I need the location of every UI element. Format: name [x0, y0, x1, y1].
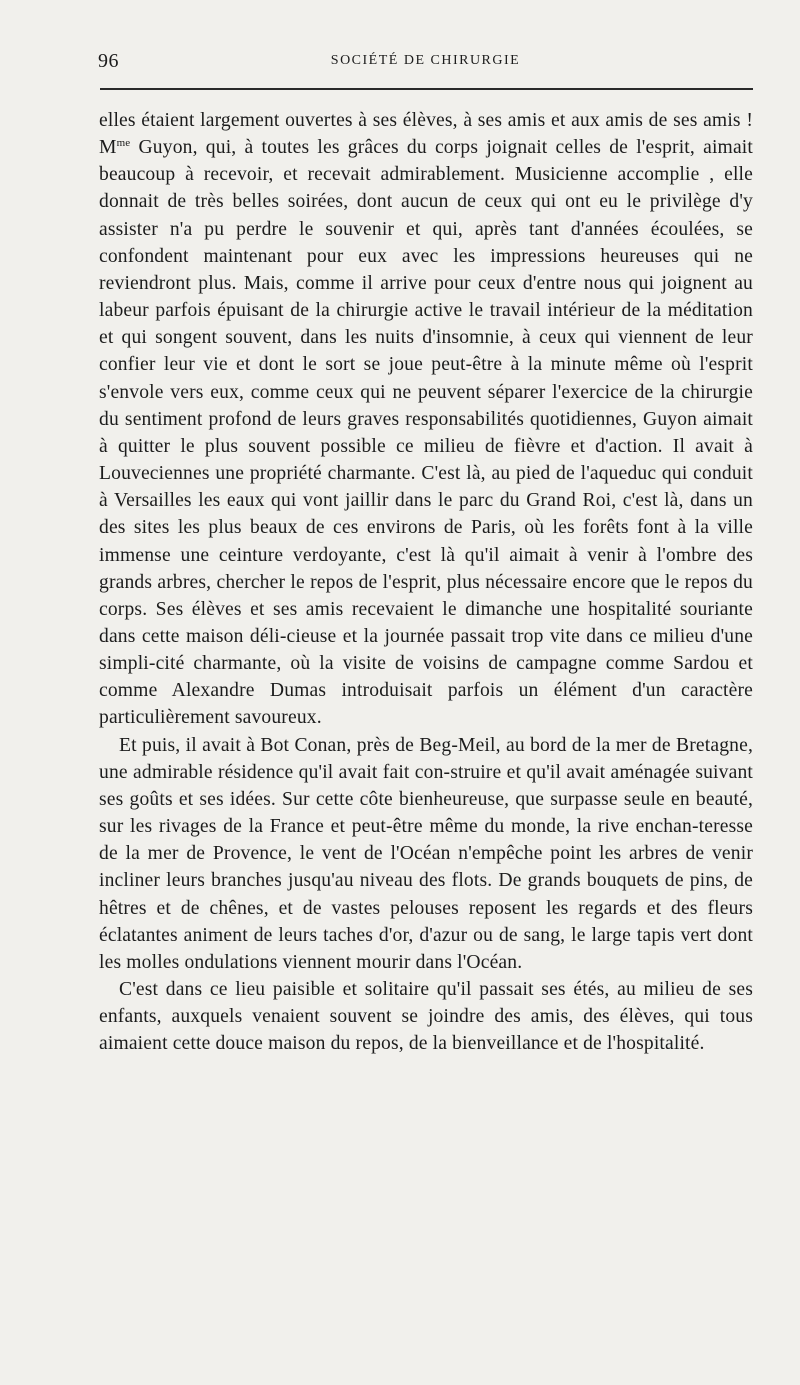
running-head: SOCIÉTÉ DE CHIRURGIE: [330, 53, 521, 68]
page-header: [98, 44, 753, 74]
paragraph-1-text-a: elles étaient largement ouvertes à ses élèves, à ses amis et aux amis de ses amis ! M: [99, 110, 753, 159]
paragraph-1: [99, 107, 753, 732]
paragraph-2: Et puis, il avait à Bot Conan, près de Beg-Meil, au bord de la mer de Bretagne, une admirable résidence qu'il avait fait con-struire et qu'il avait aménagée suivant ses goûts et ses idées. Sur cette côte bienheureuse, que surpasse seule en beauté, sur les rivages de la France et peut-être même du monde, la rive enchan-teresse de la mer de Provence, le vent de l'Océan n'empêche point les arbres de venir incliner leurs branches jusqu'au niveau des flots. De grands bouquets de pins, de hêtres et de chênes, et de vastes pelouses reposent les regards et des fleurs éclatantes animent de leurs taches d'or, d'azur ou de sang, le large tapis vert dont les molles ondulations viennent mourir dans l'Océan.: [99, 734, 753, 973]
paragraph-1-text-b: Guyon, qui, à toutes les grâces du corps joignait celles de l'esprit, aimait beaucoup à recevoir, et recevait admirablement. Musicienne accomplie , elle donnait de très belles soirées, dont aucun de ceux qui ont eu le privilège d'y assister n'a pu perdre le souvenir et qui, après tant d'années écoulées, se confondent maintenant pour eux avec les impressions heureuses qui ne reviendront plus. Mais, comme il arrive pour ceux d'entre nous qui joignent au labeur parfois épuisant de la chirurgie active le travail intérieur de la méditation et qui songent souvent, dans les nuits d'insomnie, à ceux qui viennent de leur confier leur vie et dont le sort se joue peut-être à la minute même où l'esprit s'envole vers eux, comme ceux qui ne peuvent séparer l'exercice de la chirurgie du sentiment profond de leurs graves responsabilités quotidiennes, Guyon aimait à quitter le plus souvent possible ce milieu de fièvre et d'action. Il avait à Louveciennes une propriété charmante. C'est là, au pied de l'aqueduc qui conduit à Versailles les eaux qui vont jaillir dans le parc du Grand Roi, c'est là, dans un des sites les plus beaux de ces environs de Paris, où les forêts font à la ville immense une ceinture verdoyante, c'est là qu'il aimait à venir à l'ombre des grands arbres, chercher le repos de l'esprit, plus nécessaire encore que le repos du corps. Ses élèves et ses amis recevaient le dimanche une hospitalité souriante dans cette maison déli-cieuse et la journée passait trop vite dans ce milieu d'une simpli-cité charmante, où la visite de voisins de campagne comme Sardou et comme Alexandre Dumas introduisait parfois un élément d'un caractère particulièrement savoureux.: [99, 137, 753, 729]
page-number: 96: [98, 50, 119, 72]
superscript-me: me: [116, 137, 131, 150]
paragraph-3: C'est dans ce lieu paisible et solitaire qu'il passait ses étés, au milieu de ses enfants, auxquels venaient souvent se joindre des amis, des élèves, qui tous aimaient cette douce maison du repos, de la bienveillance et de l'hospitalité.: [99, 979, 753, 1055]
header-rule: [100, 88, 753, 90]
body-text: [99, 107, 753, 1057]
